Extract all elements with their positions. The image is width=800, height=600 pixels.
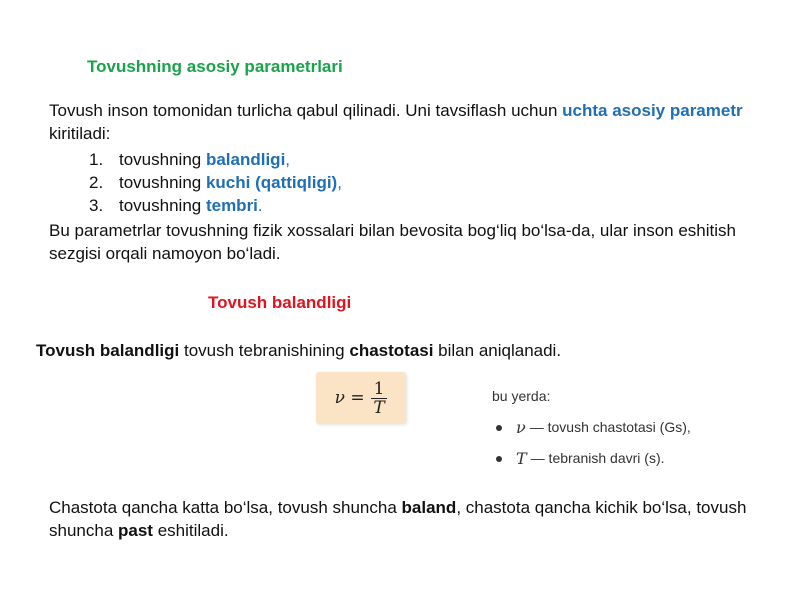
list-item-prefix: tovushning — [119, 196, 206, 215]
formula-denominator: T — [373, 397, 385, 418]
definition-text-end: bilan aniqlanadi. — [433, 341, 562, 360]
definition-keyword: chastotasi — [349, 341, 434, 360]
list-item-prefix: tovushning — [119, 173, 206, 192]
legend-row — [492, 416, 691, 439]
list-item-prefix: tovushning — [119, 150, 206, 169]
bullet-icon — [496, 425, 502, 431]
list-item — [89, 171, 342, 194]
formula-lhs: ν = — [334, 387, 365, 408]
list-number: 1. — [89, 150, 104, 169]
legend-row — [492, 447, 691, 470]
conclusion-text: Chastota qancha katta bo‘lsa, tovush shuncha — [49, 498, 402, 517]
intro-paragraph — [49, 99, 749, 145]
list-item-suffix: . — [257, 196, 263, 215]
parameter-list — [89, 148, 342, 217]
definition-text: tovush tebranishining — [179, 341, 350, 360]
list-item — [89, 148, 342, 171]
legend-symbol: T — [516, 449, 527, 468]
closing-paragraph: Bu parametrlar tovushning fizik xossalari bilan bevosita bog‘liq bo‘lsa-da, ular inson eshitish sezgisi orqali namoyon bo‘ladi. — [49, 221, 736, 263]
legend-text: — tovush chastotasi (Gs), — [529, 419, 691, 435]
list-number: 2. — [89, 173, 104, 192]
list-number: 3. — [89, 196, 104, 215]
legend-heading: bu yerda: — [492, 388, 551, 404]
formula-numerator: 1 — [371, 380, 388, 399]
list-item-suffix: , — [337, 173, 342, 192]
conclusion-keyword-high: baland — [401, 498, 457, 517]
formula-fraction — [371, 380, 388, 417]
frequency-formula — [316, 372, 406, 424]
list-item-suffix: , — [285, 150, 291, 169]
formula-legend — [492, 385, 691, 470]
list-item-highlight: kuchi (qattiqligi) — [205, 173, 338, 192]
bullet-icon — [496, 456, 502, 462]
conclusion-text-mid: , chastota qancha kichik bo‘lsa, tovush shuncha — [49, 498, 747, 540]
conclusion-keyword-low: past — [118, 521, 153, 540]
definition-paragraph — [36, 339, 776, 362]
definition-term: Tovush balandligi — [36, 341, 180, 360]
legend-symbol: ν — [516, 418, 526, 437]
intro-highlight: uchta asosiy parametr — [562, 101, 743, 120]
intro-text: Tovush inson tomonidan turlicha qabul qilinadi. Uni tavsiflash uchun — [49, 101, 563, 120]
conclusion-text-end: eshitiladi. — [152, 521, 229, 540]
list-item — [89, 194, 342, 217]
section-title-pitch: Tovush balandligi — [208, 293, 352, 312]
section-title-main-parameters: Tovushning asosiy parametrlari — [87, 57, 343, 76]
list-item-highlight: tembri — [205, 196, 258, 215]
intro-text-end: kiritiladi: — [49, 124, 111, 143]
conclusion-paragraph — [49, 496, 759, 542]
list-item-highlight: balandligi — [205, 150, 286, 169]
legend-text: — tebranish davri (s). — [530, 450, 665, 466]
